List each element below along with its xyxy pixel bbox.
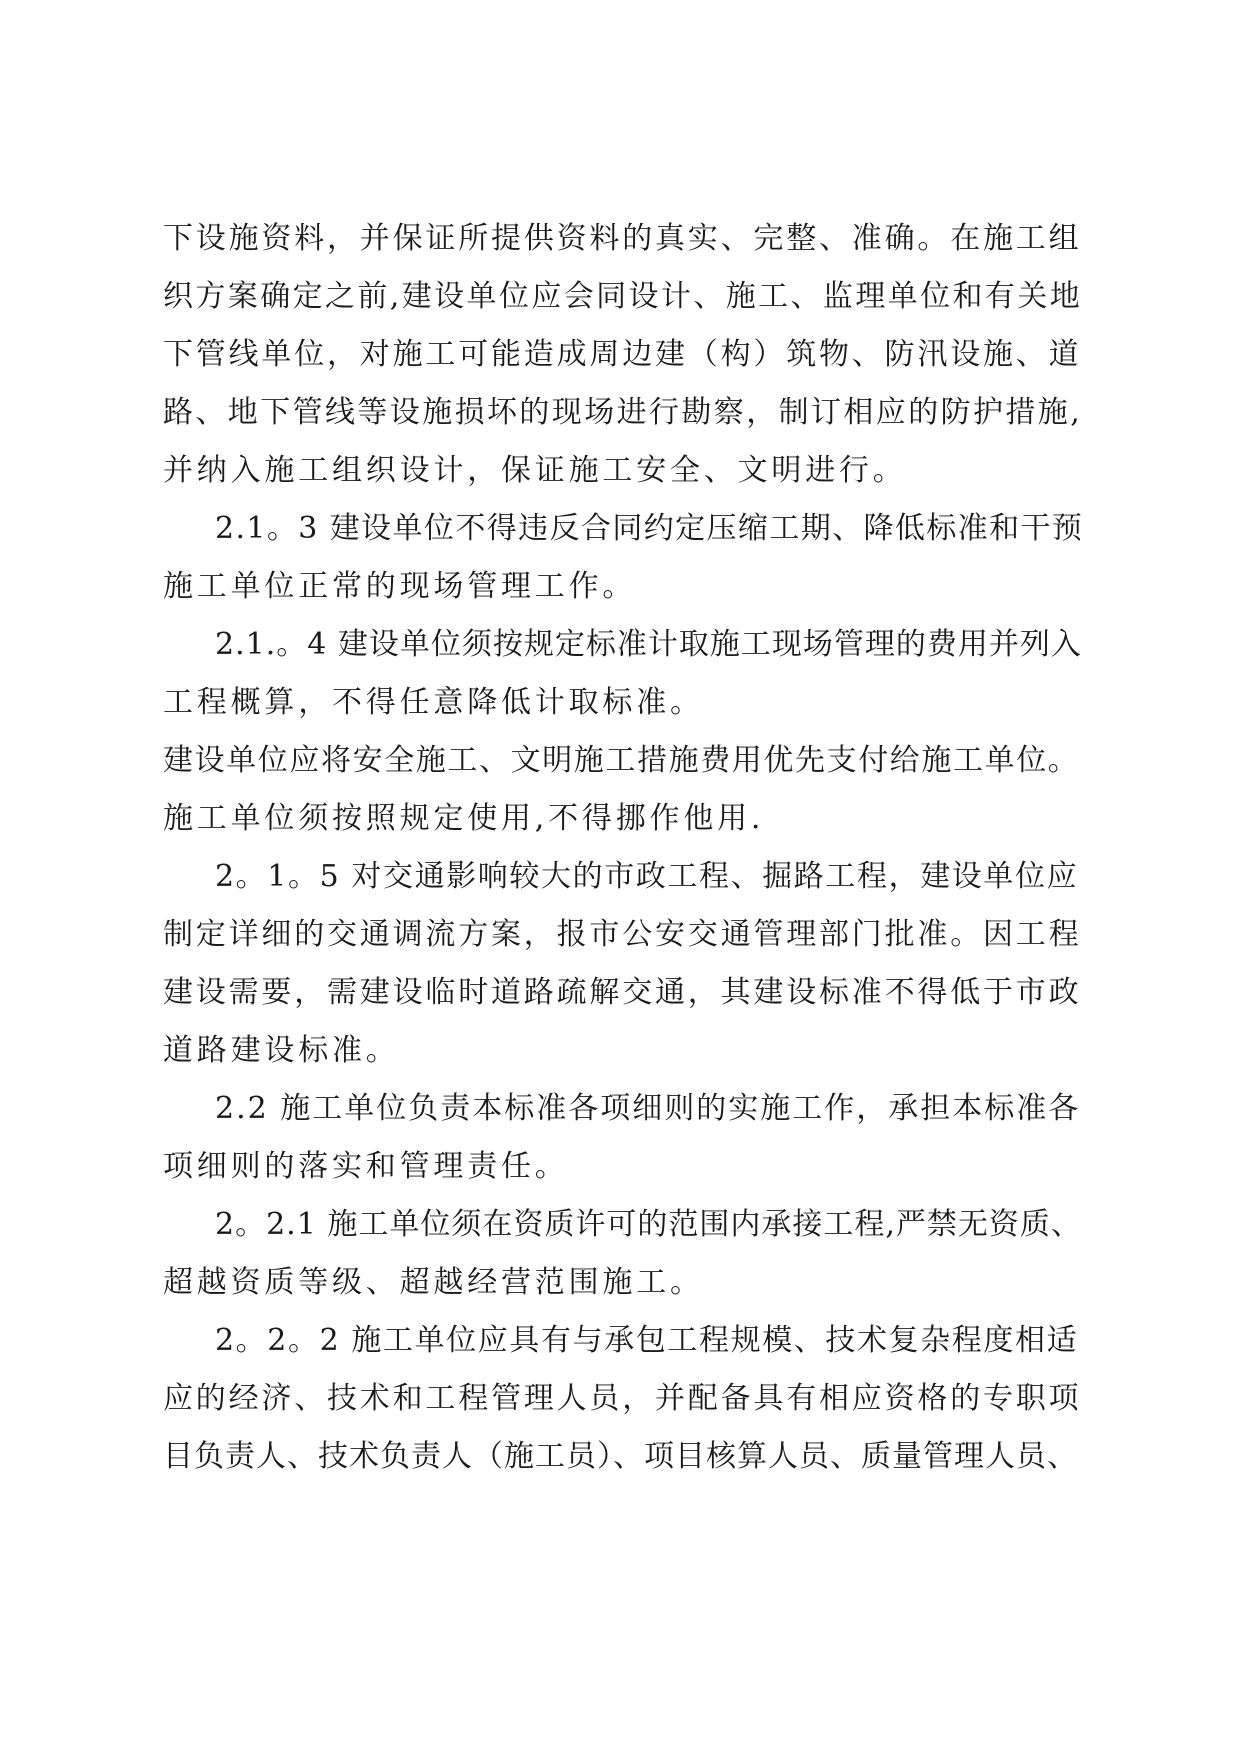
text-line: 项细则的落实和管理责任。 xyxy=(163,1149,569,1184)
section-line-2-2-1: 2。2.1 施工单位须在资质许可的范围内承接工程,严禁无资质、 xyxy=(215,1207,1082,1242)
text-line: 应的经济、技术和工程管理人员，并配备具有相应资格的专职项 xyxy=(163,1381,1082,1416)
section-line-2-2-2: 2。2。2 施工单位应具有与承包工程规模、技术复杂程度相适 xyxy=(215,1323,1079,1358)
text-line: 织方案确定之前,建设单位应会同设计、施工、监理单位和有关地 xyxy=(163,279,1083,314)
text-line: 下管线单位，对施工可能造成周边建（构）筑物、防汛设施、道 xyxy=(163,337,1082,372)
text-line: 路、地下管线等设施损坏的现场进行勘察，制订相应的防护措施, xyxy=(163,395,1083,430)
section-line-2-2: 2.2 施工单位负责本标准各项细则的实施工作，承担本标准各 xyxy=(215,1091,1081,1126)
text-line: 工程概算，不得任意降低计取标准。 xyxy=(163,685,704,720)
text-line: 道路建设标准。 xyxy=(163,1033,400,1068)
text-line: 建设需要，需建设临时道路疏解交通，其建设标准不得低于市政 xyxy=(163,975,1082,1010)
text-line: 下设施资料，并保证所提供资料的真实、完整、准确。在施工组 xyxy=(163,221,1082,256)
text-line: 目负责人、技术负责人（施工员）、项目核算人员、质量管理人员、 xyxy=(163,1439,1078,1474)
text-line: 超越资质等级、超越经营范围施工。 xyxy=(163,1265,704,1300)
section-line-2-1-5: 2。1。5 对交通影响较大的市政工程、掘路工程，建设单位应 xyxy=(215,859,1079,894)
section-line-2-1-4: 2.1.。4 建设单位须按规定标准计取施工现场管理的费用并列入 xyxy=(215,627,1082,662)
text-line: 制定详细的交通调流方案，报市公安交通管理部门批准。因工程 xyxy=(163,917,1082,952)
section-line-2-1-3: 2.1。3 建设单位不得违反合同约定压缩工期、降低标准和干预 xyxy=(215,511,1084,546)
text-line: 并纳入施工组织设计，保证施工安全、文明进行。 xyxy=(163,453,907,488)
text-line: 施工单位须按照规定使用,不得挪作他用. xyxy=(163,801,765,836)
text-line: 施工单位正常的现场管理工作。 xyxy=(163,569,637,604)
text-line: 建设单位应将安全施工、文明施工措施费用优先支付给施工单位。 xyxy=(163,743,1080,778)
document-body xyxy=(163,210,1083,1486)
